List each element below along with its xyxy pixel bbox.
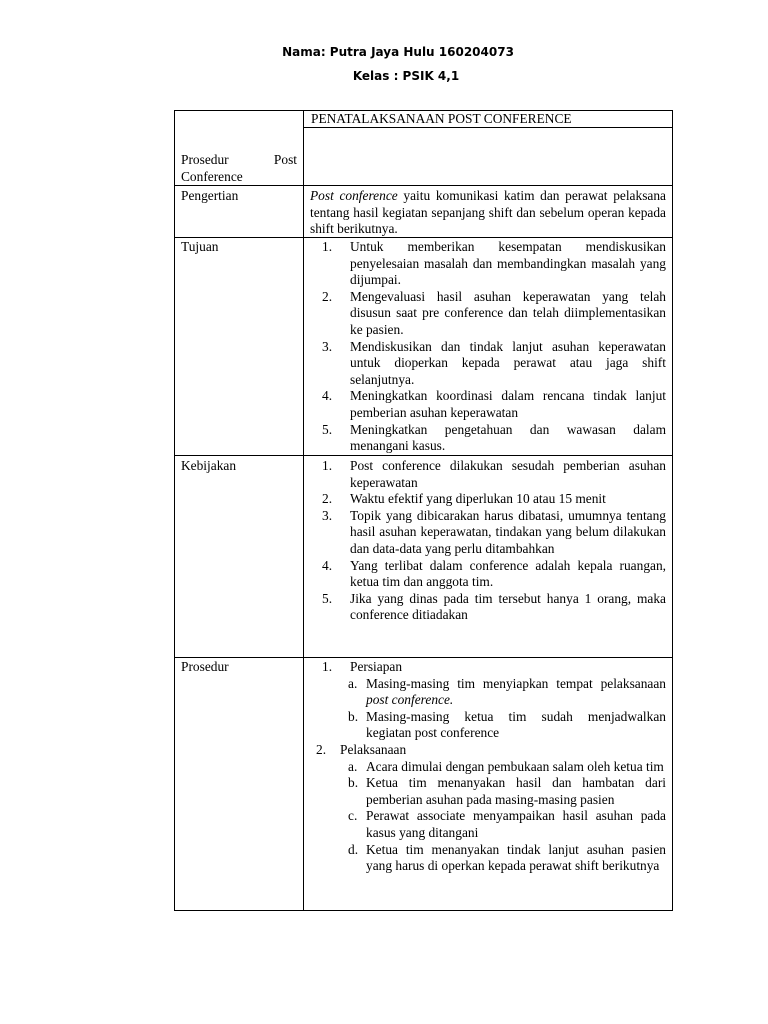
prosedur-post-label: Prosedur Post <box>181 152 297 167</box>
student-name: Nama: Putra Jaya Hulu 160204073 <box>282 45 514 59</box>
title-box <box>303 111 672 128</box>
tujuan-item: 1. Untuk memberikan kesempatan mendiskusikan penyelesaian masalah dan membandingkan masalah yang dijumpai. <box>322 239 666 288</box>
content-pengertian <box>303 185 673 238</box>
label-pengertian: Pengertian <box>174 185 304 238</box>
tujuan-item: 5. Meningkatkan pengetahuan dan wawasan dalam menangani kasus. <box>322 421 666 454</box>
top-left-cell <box>174 110 304 186</box>
pelaksanaan-item: b. Ketua tim menanyakan hasil dan hambatan dari pemberian asuhan pada masing-masing pasien <box>348 775 666 807</box>
kebijakan-item: 5. Jika yang dinas pada tim tersebut hanya 1 orang, maka conference ditiadakan <box>322 590 666 623</box>
kebijakan-item: 4. Yang terlibat dalam conference adalah kepala ruangan, ketua tim dan anggota tim. <box>322 557 666 590</box>
persiapan-item: a. Masing-masing tim menyiapkan tempat pelaksanaan post conference. <box>348 675 666 708</box>
persiapan-title: 1. Persiapan <box>322 659 403 674</box>
pengertian-text: yaitu komunikasi katim dan perawat pelaksana tentang hasil kegiatan sepanjang shift dan sebelum operan kepada shift berikutnya. <box>310 188 666 237</box>
conference-label: Conference <box>181 168 243 184</box>
tujuan-item: 3. Mendiskusikan dan tindak lanjut asuhan keperawatan untuk dioperkan kepada perawat atau jaga shift selanjutnya. <box>322 338 666 387</box>
tujuan-item: 4. Meningkatkan koordinasi dalam rencana tindak lanjut pemberian asuhan keperawatan <box>322 388 666 420</box>
label-tujuan: Tujuan <box>174 237 304 456</box>
tujuan-item: 2. Mengevaluasi hasil asuhan keperawatan yang telah disusun saat pre conference dan telah diimplementasikan ke pasien. <box>322 288 666 337</box>
pelaksanaan-item: a. Acara dimulai dengan pembukaan salam oleh ketua tim <box>348 758 664 774</box>
pelaksanaan-item: c. Perawat associate menyampaikan hasil asuhan pada kasus yang ditangani <box>348 808 666 840</box>
kebijakan-item: 1. Post conference dilakukan sesudah pemberian asuhan keperawatan <box>322 458 666 490</box>
content-tujuan <box>303 237 673 456</box>
label-prosedur: Prosedur <box>174 657 304 911</box>
label-kebijakan: Kebijakan <box>174 455 304 658</box>
kebijakan-item: 2. Waktu efektif yang diperlukan 10 atau 15 menit <box>322 491 606 507</box>
pelaksanaan-title: 2. Pelaksanaan <box>316 741 407 757</box>
pelaksanaan-item: d. Ketua tim menanyakan tindak lanjut asuhan pasien yang harus di operkan kepada perawat shift berikutnya <box>348 841 666 874</box>
pengertian-italic-term: Post conference <box>310 188 398 203</box>
kebijakan-item: 3. Topik yang dibicarakan harus dibatasi, umumnya tentang hasil asuhan keperawatan, tindakan yang belum dilakukan dan data-data yang perlu ditambahkan <box>322 507 666 556</box>
document-title: PENATALAKSANAAN POST CONFERENCE <box>311 111 572 126</box>
content-kebijakan <box>303 455 673 658</box>
title-area <box>303 110 673 186</box>
persiapan-item: b. Masing-masing ketua tim sudah menjadwalkan kegiatan post conference <box>348 708 666 741</box>
content-prosedur <box>303 657 673 911</box>
student-class: Kelas : PSIK 4,1 <box>352 69 460 83</box>
